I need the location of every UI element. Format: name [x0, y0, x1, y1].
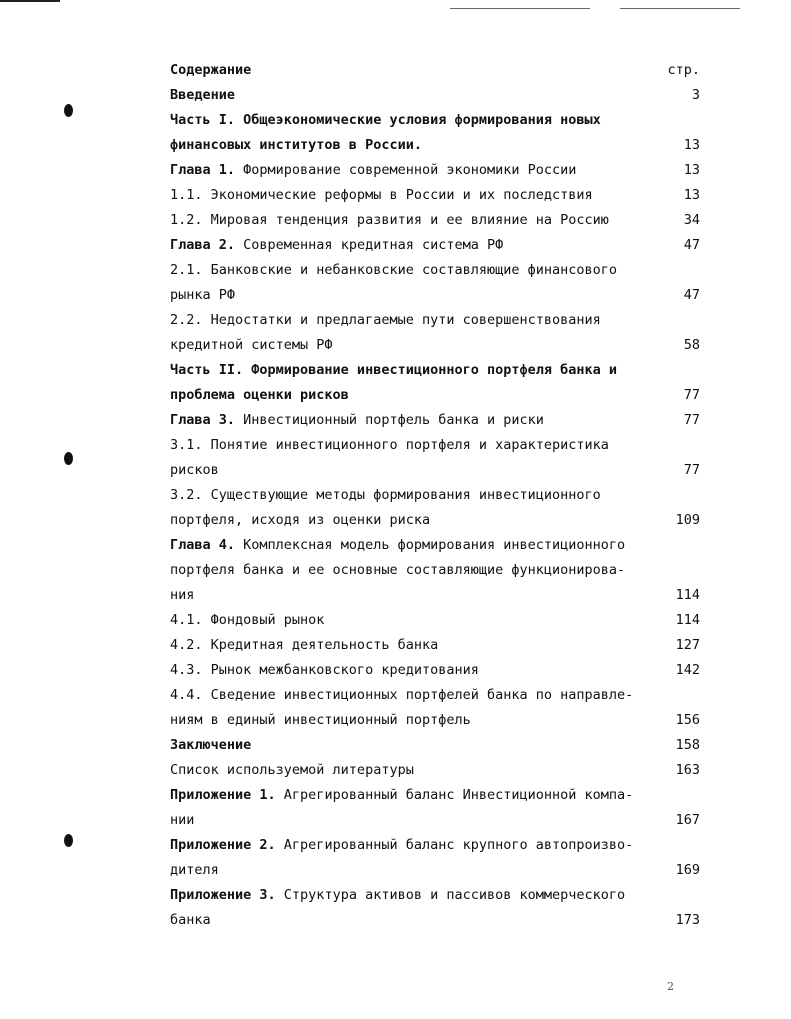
scan-edge-line: [0, 0, 60, 2]
toc-entry-title: [170, 183, 660, 208]
toc-entry-title: [170, 708, 660, 733]
toc-entry-text: 1.2. Мировая тенденция развития и ее влияние на Россию: [170, 212, 609, 228]
toc-entry-heading: Глава 2.: [170, 237, 236, 253]
toc-entry-page: 77: [683, 387, 700, 403]
toc-entry-text: кредитной системы РФ: [170, 337, 333, 353]
toc-entry-title: [170, 83, 660, 108]
binder-hole-mark: [64, 834, 73, 847]
toc-entry-title: [170, 258, 660, 283]
toc-entry-page: 13: [683, 162, 700, 178]
toc-entry-heading: проблема оценки рисков: [170, 387, 349, 403]
toc-entry-page: [660, 433, 700, 458]
toc-entry-page: 169: [675, 862, 700, 878]
toc-entry-page: 142: [675, 662, 700, 678]
toc-entry-text: 2.1. Банковские и небанковские составляющие финансового: [170, 262, 618, 278]
toc-entry: [170, 858, 700, 883]
toc-entry-page: [660, 833, 700, 858]
toc-entry: [170, 433, 700, 458]
binder-hole-mark: [64, 104, 73, 117]
toc-entry: [170, 633, 700, 658]
toc-entry-page: 34: [683, 212, 700, 228]
toc-entry-title: [170, 383, 660, 408]
toc-entry-heading: финансовых институтов в России.: [170, 137, 422, 153]
toc-entry: [170, 783, 700, 808]
toc-entry-page: 158: [675, 737, 700, 753]
toc-entry: [170, 383, 700, 408]
toc-entry-page: 167: [675, 812, 700, 828]
toc-entry-title: [170, 458, 660, 483]
toc-entry-text: рынка РФ: [170, 287, 236, 303]
toc-entry-page: [660, 258, 700, 283]
toc-entry-page: 58: [683, 337, 700, 353]
toc-entry-title: [170, 308, 660, 333]
toc-entry-title: [170, 483, 660, 508]
table-of-contents: [170, 58, 700, 933]
toc-entry-title: [170, 233, 660, 258]
toc-entry: [170, 308, 700, 333]
toc-entry-title: [170, 883, 660, 908]
toc-entry-page: 114: [675, 587, 700, 603]
toc-entry-heading: Заключение: [170, 737, 252, 753]
toc-entry-title: [170, 208, 660, 233]
toc-entry: [170, 533, 700, 558]
toc-entry: [170, 283, 700, 308]
toc-entry-page: [660, 358, 700, 383]
toc-entry-title: [170, 608, 660, 633]
toc-entry: [170, 458, 700, 483]
toc-entry-page: [660, 308, 700, 333]
toc-entry: [170, 808, 700, 833]
toc-entry: [170, 333, 700, 358]
toc-entry-title: [170, 783, 660, 808]
toc-entry: [170, 258, 700, 283]
toc-entry-text: Формирование современной экономики России: [235, 162, 577, 178]
toc-entry-heading: Глава 4.: [170, 537, 236, 553]
toc-entry: [170, 483, 700, 508]
toc-entry-title: [170, 833, 660, 858]
toc-entry: [170, 408, 700, 433]
toc-entry-page: 77: [683, 462, 700, 478]
toc-entry: [170, 658, 700, 683]
toc-entry: [170, 158, 700, 183]
toc-entry: [170, 758, 700, 783]
scan-edge-line: [450, 8, 590, 9]
toc-entry-heading: Глава 1.: [170, 162, 236, 178]
toc-entry-title: [170, 533, 660, 558]
toc-entry-heading: Введение: [170, 87, 236, 103]
toc-entry-page: 173: [675, 912, 700, 928]
toc-entry-page: 77: [683, 412, 700, 428]
toc-entry-title: [170, 508, 660, 533]
toc-entry-text: 1.1. Экономические реформы в России и их последствия: [170, 187, 593, 203]
toc-entry-text: ниям в единый инвестиционный портфель: [170, 712, 471, 728]
toc-entry-title: [170, 408, 660, 433]
toc-entry-page: 3: [691, 87, 700, 103]
toc-entry-page: 47: [683, 237, 700, 253]
toc-entry-title: [170, 758, 660, 783]
toc-entry-page: [660, 783, 700, 808]
toc-entry-title: [170, 583, 660, 608]
toc-entry-page: 13: [683, 137, 700, 153]
toc-entry-text: 2.2. Недостатки и предлагаемые пути совершенствования: [170, 312, 601, 328]
toc-entry: [170, 833, 700, 858]
toc-entry: [170, 108, 700, 133]
toc-entry-page: [660, 533, 700, 558]
toc-entry-page: [660, 483, 700, 508]
toc-entry-title: [170, 658, 660, 683]
toc-entry-text: портфеля, исходя из оценки риска: [170, 512, 431, 528]
toc-entry-heading: Часть II. Формирование инвестиционного портфеля банка и: [170, 362, 618, 378]
toc-entry-page: [660, 558, 700, 583]
toc-entry-text: 4.2. Кредитная деятельность банка: [170, 637, 439, 653]
toc-entry-title: [170, 133, 660, 158]
toc-entry-page: 109: [675, 512, 700, 528]
toc-entry-page: 114: [675, 612, 700, 628]
toc-entry-title: [170, 908, 660, 933]
toc-entry: [170, 133, 700, 158]
toc-entry: [170, 508, 700, 533]
toc-entry-title: [170, 333, 660, 358]
toc-entry: [170, 183, 700, 208]
toc-entry-heading: Приложение 2.: [170, 837, 276, 853]
toc-entry-text: рисков: [170, 462, 219, 478]
toc-entry: [170, 558, 700, 583]
toc-entry-heading: Приложение 3.: [170, 887, 276, 903]
toc-entry: [170, 908, 700, 933]
toc-entry-page: 127: [675, 637, 700, 653]
toc-entry: [170, 883, 700, 908]
toc-entry-page: [660, 108, 700, 133]
toc-entry-text: 4.1. Фондовый рынок: [170, 612, 325, 628]
toc-entry: [170, 708, 700, 733]
toc-header: [170, 58, 700, 83]
toc-entry: [170, 583, 700, 608]
toc-entry-text: Агрегированный баланс Инвестиционной компа-: [275, 787, 634, 803]
scan-edge-line: [620, 8, 740, 9]
toc-entry-page: 156: [675, 712, 700, 728]
toc-entry-title: [170, 283, 660, 308]
toc-entry-text: Комплексная модель формирования инвестиционного: [235, 537, 626, 553]
toc-entry-title: [170, 858, 660, 883]
toc-entry-title: [170, 158, 660, 183]
toc-entry-title: [170, 733, 660, 758]
toc-entry: [170, 233, 700, 258]
toc-entry-text: Агрегированный баланс крупного автопроизво-: [275, 837, 634, 853]
toc-entry: [170, 83, 700, 108]
toc-entry-title: [170, 683, 660, 708]
toc-entry-page: [660, 883, 700, 908]
toc-entry: [170, 608, 700, 633]
toc-entry-text: 4.3. Рынок межбанковского кредитования: [170, 662, 479, 678]
page-column-label: стр.: [667, 62, 700, 78]
toc-entry-title: [170, 633, 660, 658]
toc-entry: [170, 733, 700, 758]
toc-entry-title: [170, 358, 660, 383]
toc-entry-page: [660, 683, 700, 708]
toc-entry-text: 3.1. Понятие инвестиционного портфеля и характеристика: [170, 437, 609, 453]
toc-entry-title: [170, 808, 660, 833]
page-number: 2: [667, 980, 674, 993]
toc-entry: [170, 208, 700, 233]
toc-entries: [170, 83, 700, 933]
toc-entry-text: 3.2. Существующие методы формирования инвестиционного: [170, 487, 601, 503]
toc-entry-text: нии: [170, 812, 195, 828]
toc-entry-text: портфеля банка и ее основные составляющие функционирова-: [170, 562, 626, 578]
toc-entry-title: [170, 558, 660, 583]
toc-entry: [170, 683, 700, 708]
toc-entry-text: 4.4. Сведение инвестиционных портфелей банка по направле-: [170, 687, 634, 703]
toc-entry-text: Инвестиционный портфель банка и риски: [235, 412, 544, 428]
toc-entry-text: Список используемой литературы: [170, 762, 414, 778]
toc-entry-page: 163: [675, 762, 700, 778]
toc-entry-page: 13: [683, 187, 700, 203]
toc-entry-heading: Приложение 1.: [170, 787, 276, 803]
toc-entry-title: [170, 108, 660, 133]
toc-entry-text: Современная кредитная система РФ: [235, 237, 504, 253]
toc-entry: [170, 358, 700, 383]
toc-entry-text: ния: [170, 587, 195, 603]
toc-entry-heading: Часть I. Общеэкономические условия формирования новых: [170, 112, 601, 128]
toc-entry-heading: Глава 3.: [170, 412, 236, 428]
toc-entry-text: Структура активов и пассивов коммерческого: [275, 887, 626, 903]
toc-entry-text: дителя: [170, 862, 219, 878]
binder-hole-mark: [64, 452, 73, 465]
toc-entry-page: 47: [683, 287, 700, 303]
toc-entry-text: банка: [170, 912, 211, 928]
toc-entry-title: [170, 433, 660, 458]
toc-title: Содержание: [170, 62, 252, 78]
